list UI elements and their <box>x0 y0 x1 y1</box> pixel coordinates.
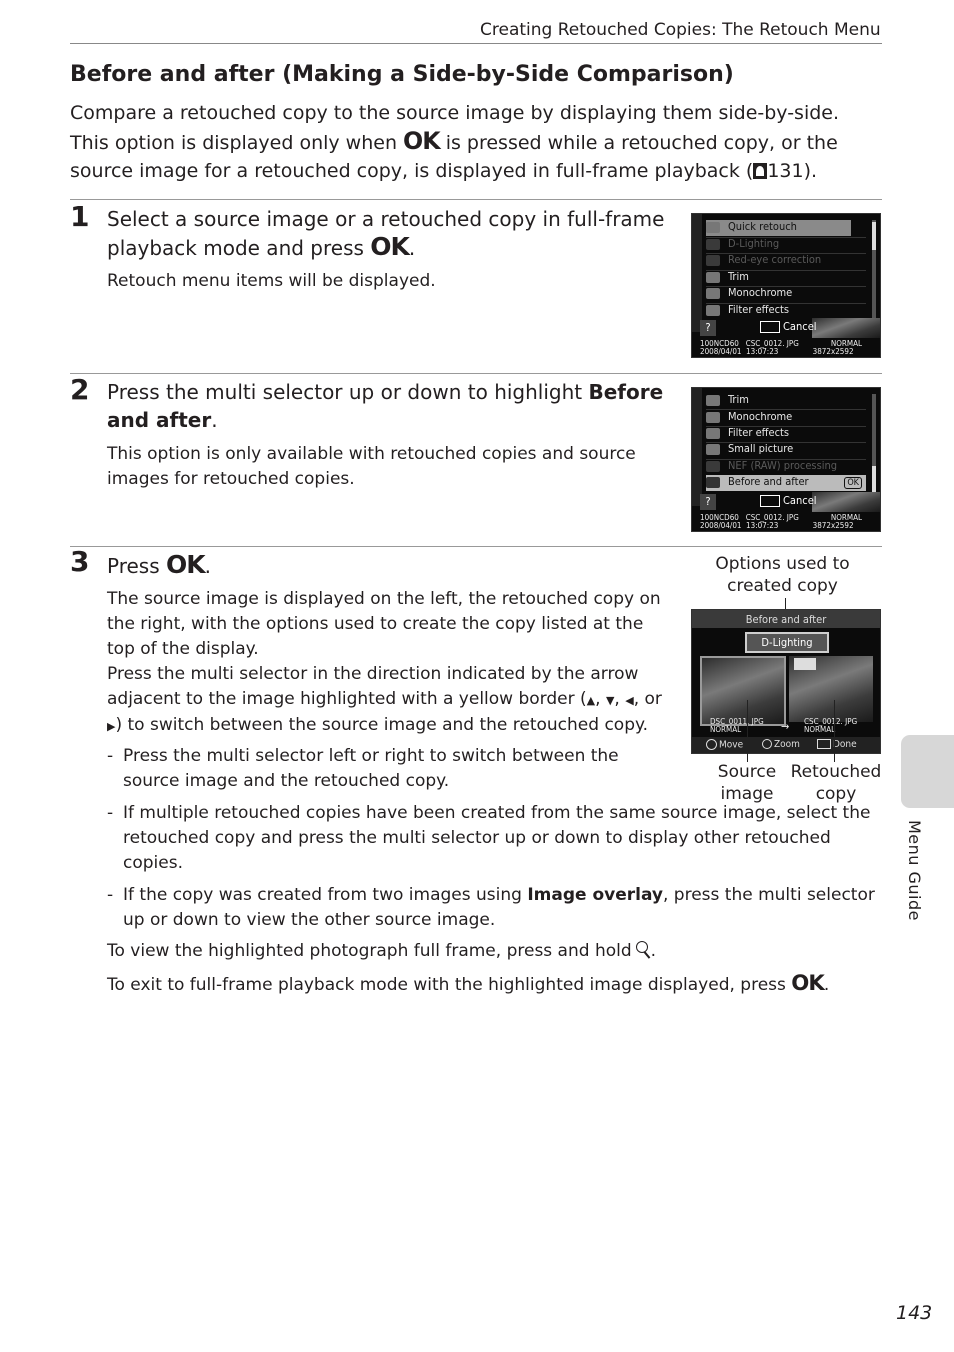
menu-item-monochrome: Monochrome <box>706 286 792 302</box>
help-icon: ? <box>700 494 716 510</box>
menu-tab-strip <box>692 214 702 332</box>
step-2-title-end: . <box>211 408 218 432</box>
zoom-in-icon <box>762 739 772 749</box>
playback-icon <box>760 495 780 507</box>
arrow-right-icon: ▶ <box>107 720 116 733</box>
intro-text-2: is pressed while a retouched copy, or the source image for a retouched copy, is displayed in full-frame playback ( <box>70 132 838 182</box>
step-3-body-2: Press the multi selector in the direction indicated by the arrow adjacent to the image highlighted with a yellow border (▲, ▼, ◀, or ▶) to switch between the source image and the retouched copy. <box>107 664 662 735</box>
bullet-dash: - <box>107 803 114 823</box>
playback-icon <box>817 739 831 749</box>
playback-icon <box>760 321 780 333</box>
bullet-text: If multiple retouched copies have been created from the same source image, select the retouched copy and press the multi selector up or down to display other retouched copies. <box>123 803 871 873</box>
menu-item-red-eye: Red-eye correction <box>706 253 821 269</box>
camera-screen-before-after-menu <box>691 387 881 532</box>
step-1-title-end: . <box>408 236 416 260</box>
menu-item-trim: Trim <box>706 393 749 409</box>
menu-item-small-picture: Small picture <box>706 442 793 458</box>
move-hint: Move <box>706 739 743 751</box>
chapter-label-text: Menu Guide <box>905 820 924 921</box>
chapter-tab <box>901 735 954 808</box>
switch-arrow: → <box>781 720 790 733</box>
step-1-number: 1 <box>70 200 90 233</box>
screen-title: Before and after <box>745 613 827 626</box>
file-info-line-1: 100NCD60 CSC_0012. JPG NORMAL <box>700 339 863 348</box>
arrow-left-icon: ◀ <box>625 694 634 707</box>
quick-retouch-icon <box>706 222 720 233</box>
running-header: Creating Retouched Copies: The Retouch Menu <box>480 20 881 40</box>
multi-selector-icon <box>706 739 717 750</box>
step-2-number: 2 <box>70 373 90 406</box>
divider-3 <box>70 546 882 547</box>
source-image-thumbnail <box>700 656 786 726</box>
intro-paragraph <box>70 99 860 185</box>
small-picture-icon <box>706 444 720 455</box>
step-1-title-text: Select a source image or a retouched copy in full-frame playback mode and press <box>107 207 665 260</box>
arrow-down-icon: ▼ <box>605 694 615 707</box>
retouched-file-info: CSC_0012. JPG NORMAL <box>804 717 858 734</box>
step-3-title <box>107 551 677 580</box>
menu-item-quick-retouch: Quick retouch <box>706 220 851 236</box>
menu-item-trim: Trim <box>706 270 749 286</box>
intro-text-1: Compare a retouched copy to the source image by displaying them side-by-side. This option is displayed only when <box>70 102 840 154</box>
step-2-title-text: Press the multi selector up or down to highlight <box>107 380 583 404</box>
exit-instruction-text: To exit to full-frame playback mode with the highlighted image displayed, press <box>107 975 786 995</box>
monochrome-icon <box>706 288 720 299</box>
file-info-line-2: 2008/04/01 13:07:23 3872x2592 <box>700 521 854 530</box>
file-info-line-2: 2008/04/01 13:07:23 3872x2592 <box>700 347 854 356</box>
camera-screen-retouch-menu <box>691 213 881 358</box>
arrow-up-icon: ▲ <box>586 694 596 707</box>
scrollbar-thumb <box>872 466 876 494</box>
step-1-body: Retouch menu items will be displayed. <box>107 271 436 291</box>
zoom-instruction-text: To view the highlighted photograph full frame, press and hold <box>107 941 632 961</box>
intro-text-3: 131). <box>767 160 818 182</box>
bullet-text: Press the multi selector left or right to switch between the source image and the retouched copy. <box>123 746 619 791</box>
menu-tab-strip <box>692 388 702 506</box>
ok-button-icon: OK <box>166 550 205 579</box>
step-3-title-end: . <box>204 554 211 578</box>
step-1-title <box>107 205 677 262</box>
done-hint: Done <box>817 739 857 750</box>
divider-1 <box>70 199 882 200</box>
bullet-item <box>107 801 882 876</box>
step-3-body-2-end: ) to switch between the source image and the retouched copy. <box>115 715 649 735</box>
step-2-body: This option is only available with retouched copies and source images for retouched copies. <box>107 444 636 489</box>
callout-options: Options used to created copy <box>715 554 850 596</box>
red-eye-icon <box>706 255 720 266</box>
zoom-in-icon <box>635 941 651 959</box>
step-2-title <box>107 378 677 434</box>
raw-icon <box>706 461 720 472</box>
retouch-badge-icon <box>794 658 816 670</box>
trim-icon <box>706 395 720 406</box>
header-rule <box>70 43 882 44</box>
file-info-line-1: 100NCD60 CSC_0012. JPG NORMAL <box>700 513 863 522</box>
bullet-item <box>107 744 667 794</box>
page-number: 143 <box>896 1302 933 1324</box>
callout-source: Source image <box>717 762 777 804</box>
divider-2 <box>70 373 882 374</box>
scrollbar <box>872 394 876 494</box>
filter-icon <box>706 428 720 439</box>
trim-icon <box>706 272 720 283</box>
background-photo <box>812 492 880 512</box>
ok-badge: OK <box>844 477 862 489</box>
before-after-icon <box>706 477 720 488</box>
zoom-hint: Zoom <box>762 739 800 750</box>
camera-screen-before-after <box>691 609 881 754</box>
d-lighting-icon <box>706 239 720 250</box>
exit-instruction: To exit to full-frame playback mode with the highlighted image displayed, press OK. <box>107 971 830 996</box>
menu-item-monochrome: Monochrome <box>706 410 792 426</box>
step-2-title-bold: Before and after <box>107 380 664 432</box>
menu-item-nef-raw: NEF (RAW) processing <box>706 459 837 475</box>
or-word: or <box>644 689 662 709</box>
bullet-item <box>107 883 882 933</box>
callout-retouched: Retouched copy <box>790 762 882 804</box>
menu-item-filter-effects: Filter effects <box>706 426 789 442</box>
option-badge: D-Lighting <box>745 632 829 653</box>
zoom-instruction: To view the highlighted photograph full frame, press and hold . <box>107 941 657 961</box>
scrollbar <box>872 220 876 320</box>
cancel-label: Cancel <box>760 320 817 333</box>
step-3-body-1: The source image is displayed on the left, the retouched copy on the right, with the options used to create the copy listed at the top of the display. <box>107 589 661 659</box>
step-3-title-text: Press <box>107 554 160 578</box>
monochrome-icon <box>706 412 720 423</box>
background-photo <box>812 318 880 338</box>
help-icon: ? <box>700 320 716 336</box>
bullet-dash: - <box>107 746 114 766</box>
bullet-dash: - <box>107 885 114 905</box>
section-title: Before and after (Making a Side-by-Side Comparison) <box>70 62 734 87</box>
menu-item-before-and-after: Before and after OK <box>706 475 866 491</box>
menu-item-filter-effects: Filter effects <box>706 303 789 319</box>
filter-icon <box>706 305 720 316</box>
ok-button-icon: OK <box>791 971 824 996</box>
cancel-label: Cancel <box>760 494 817 507</box>
ok-button-icon: OK <box>403 127 440 155</box>
book-icon <box>753 163 767 179</box>
callout-line-source <box>747 700 748 762</box>
bullet-text: If the copy was created from two images using Image overlay, press the multi selector up or down to view the other source image. <box>123 885 875 930</box>
callout-line-retouched <box>834 700 835 762</box>
scrollbar-thumb <box>872 222 876 250</box>
chapter-label <box>900 820 930 930</box>
step-3-body-2-text: Press the multi selector in the direction indicated by the arrow adjacent to the image highlighted with a yellow border ( <box>107 664 639 709</box>
ok-button-icon: OK <box>370 232 409 261</box>
menu-item-d-lighting: D-Lighting <box>706 237 779 253</box>
source-file-info: DSC_0011. JPG NORMAL <box>710 717 764 734</box>
step-3-number: 3 <box>70 545 90 578</box>
